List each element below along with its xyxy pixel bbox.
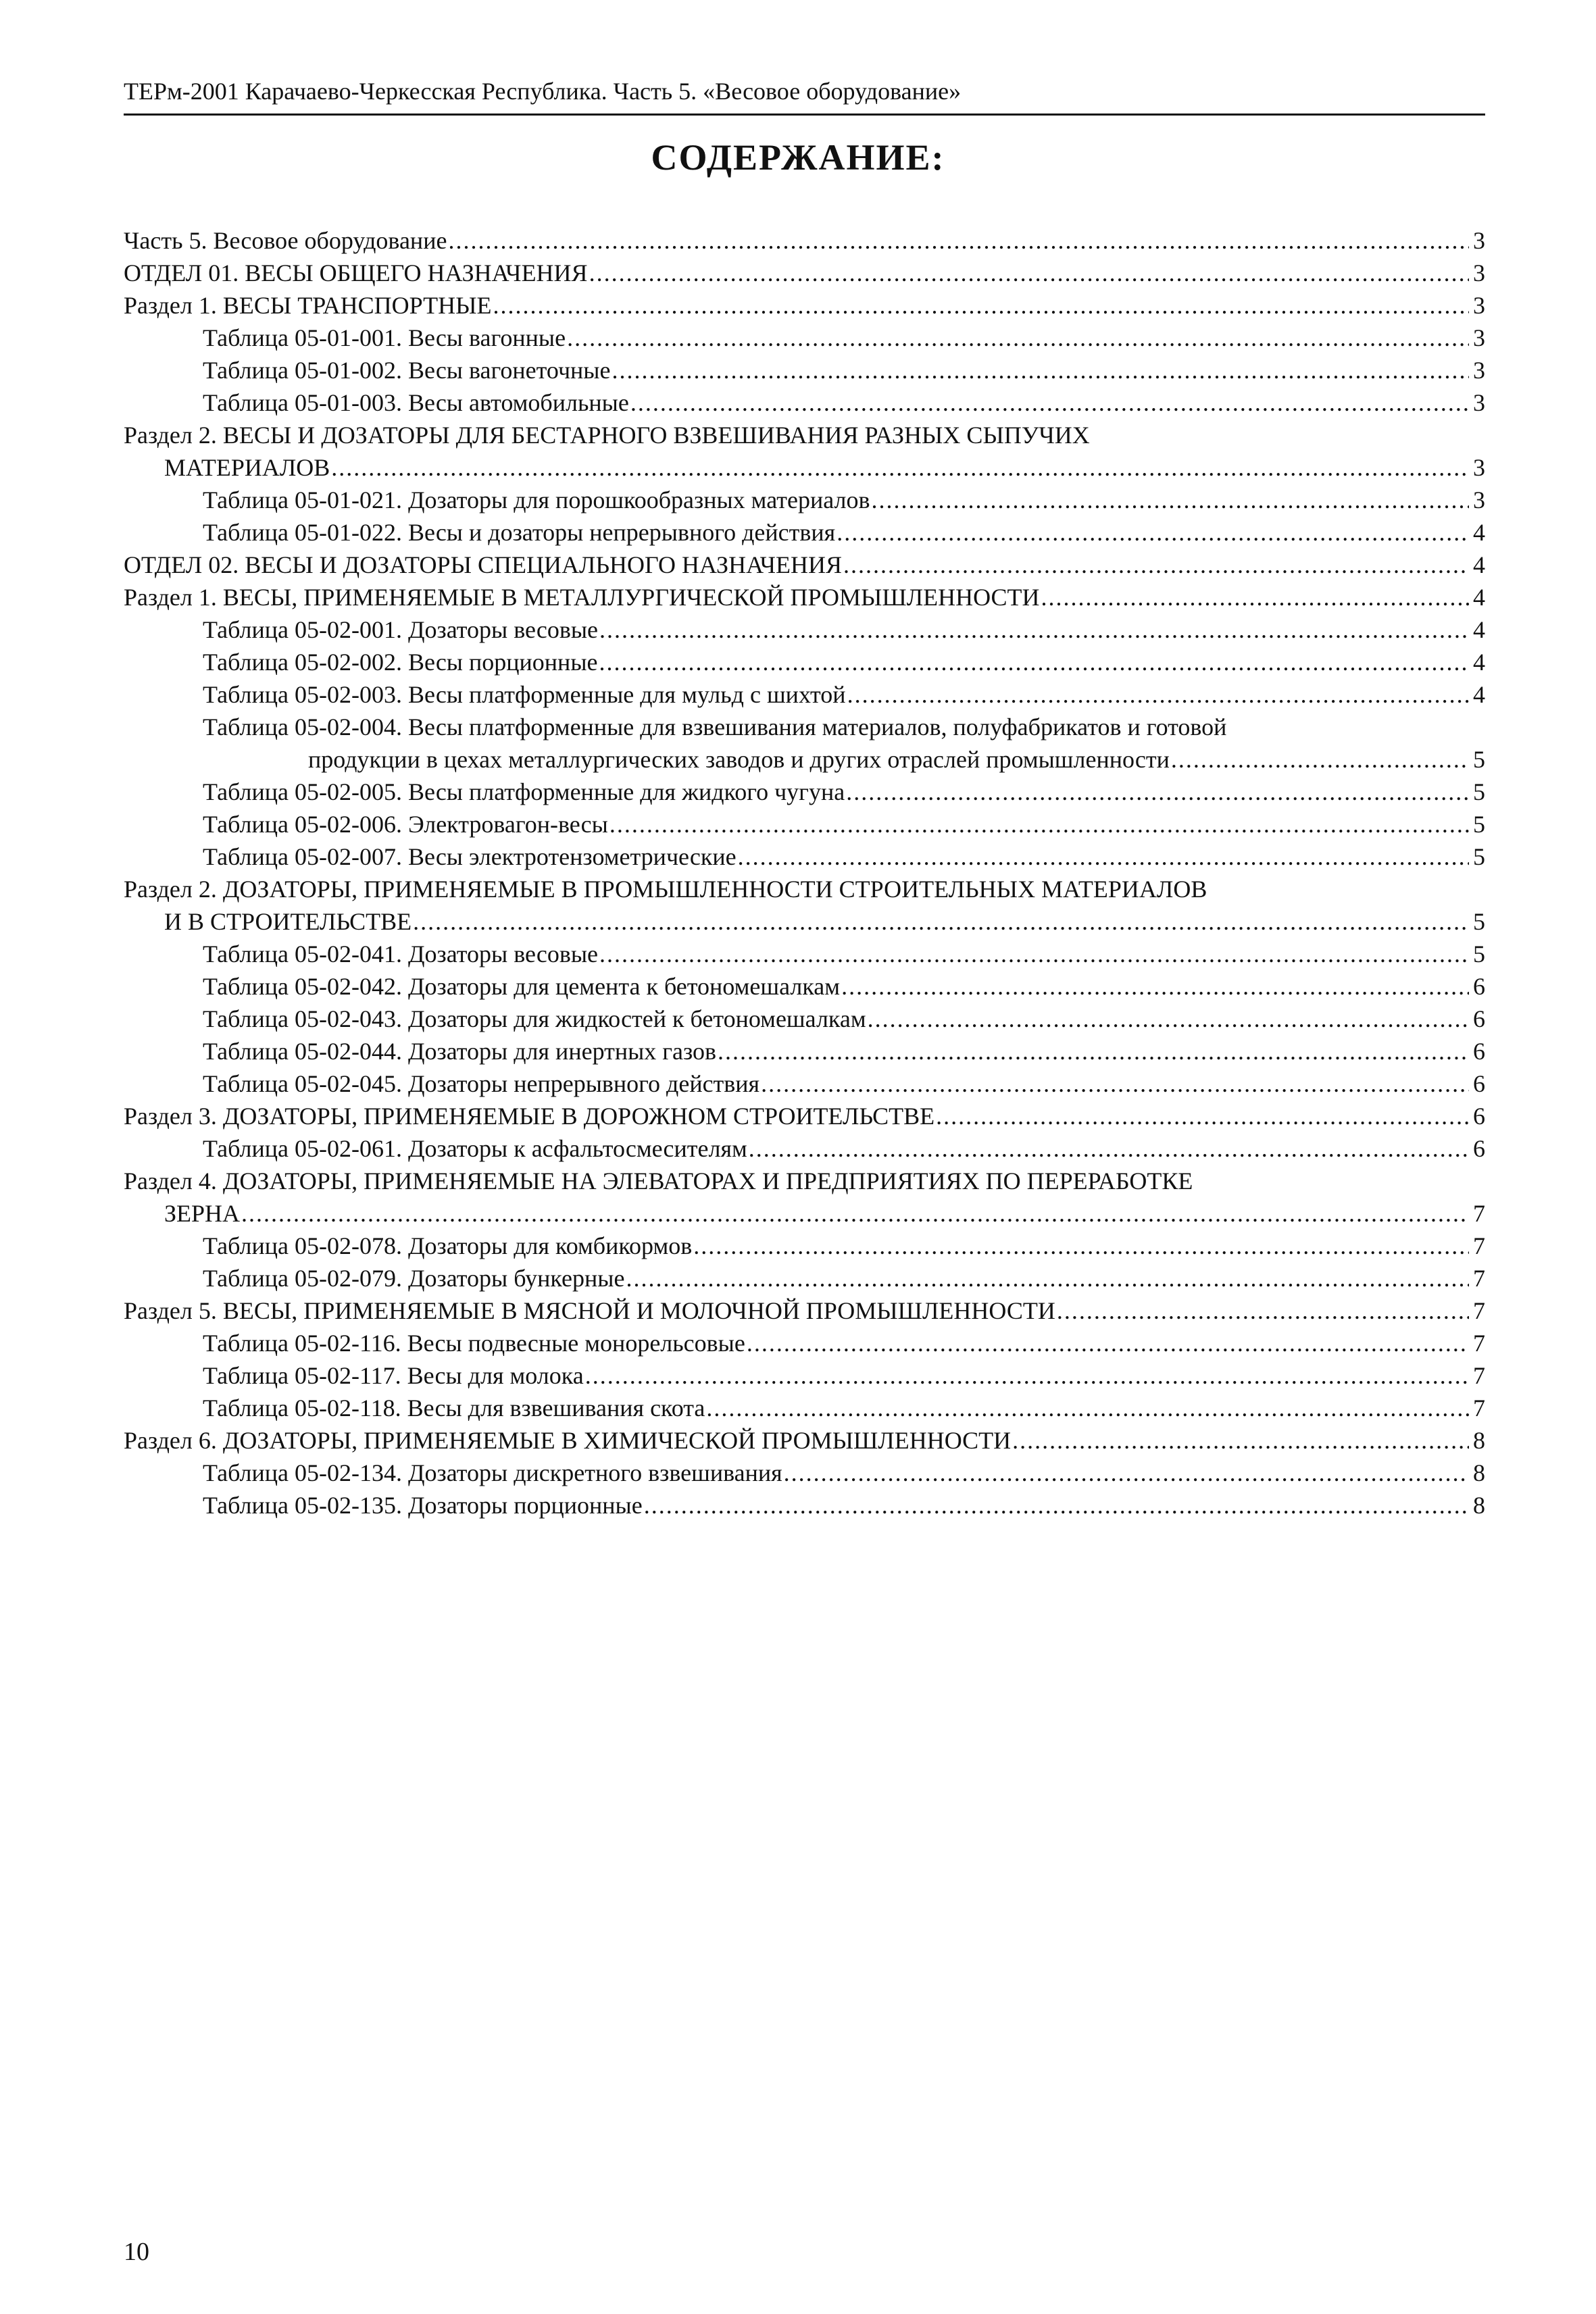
toc-entry-text: Таблица 05-02-001. Дозаторы весовые	[203, 616, 599, 643]
toc-dot-leader	[413, 905, 1469, 938]
toc-section-entry[interactable]	[124, 581, 1485, 613]
toc-entry-text: Таблица 05-02-061. Дозаторы к асфальтосмесителям	[203, 1135, 747, 1162]
toc-page-number: 6	[1473, 1103, 1485, 1130]
toc-entry-text: Таблица 05-01-002. Весы вагонеточные	[203, 357, 611, 384]
toc-entry-line	[203, 1457, 1485, 1489]
toc-dot-leader	[706, 1392, 1469, 1424]
toc-page-number: 7	[1473, 1362, 1485, 1389]
toc-page-number: 7	[1473, 1265, 1485, 1292]
toc-table-entry[interactable]	[124, 1230, 1485, 1262]
toc-page-number: 4	[1473, 519, 1485, 546]
toc-table-entry[interactable]	[124, 1392, 1485, 1424]
toc-entry-text: И В СТРОИТЕЛЬСТВЕ	[164, 908, 412, 935]
toc-entry-text: Раздел 5. ВЕСЫ, ПРИМЕНЯЕМЫЕ В МЯСНОЙ И МОЛОЧНОЙ ПРОМЫШЛЕННОСТИ	[124, 1297, 1055, 1324]
toc-page-number: 5	[1473, 778, 1485, 805]
toc-entry-text: Таблица 05-02-116. Весы подвесные монорельсовые	[203, 1330, 745, 1357]
toc-entry-text: Таблица 05-01-022. Весы и дозаторы непрерывного действия	[203, 519, 836, 546]
toc-dot-leader	[585, 1359, 1469, 1392]
toc-entry-line	[124, 419, 1485, 451]
toc-entry-line	[203, 1262, 1485, 1294]
toc-entry-text: Раздел 2. ДОЗАТОРЫ, ПРИМЕНЯЕМЫЕ В ПРОМЫШЛЕННОСТИ СТРОИТЕЛЬНЫХ МАТЕРИАЛОВ	[124, 876, 1207, 903]
toc-dot-leader	[599, 646, 1470, 678]
toc-entry-line	[203, 646, 1485, 678]
toc-dot-leader	[241, 1197, 1469, 1230]
toc-entry-line	[124, 1165, 1485, 1197]
toc-entry-line	[124, 451, 1485, 484]
toc-table-entry[interactable]	[124, 516, 1485, 549]
toc-entry-text: Часть 5. Весовое оборудование	[124, 227, 447, 254]
toc-dot-leader	[747, 1327, 1469, 1359]
toc-page-number: 8	[1473, 1492, 1485, 1519]
toc-entry-line	[203, 386, 1485, 419]
toc-dot-leader	[847, 678, 1469, 711]
toc-page-number: 7	[1473, 1297, 1485, 1324]
toc-entry-text: ОТДЕЛ 02. ВЕСЫ И ДОЗАТОРЫ СПЕЦИАЛЬНОГО НАЗНАЧЕНИЯ	[124, 551, 843, 578]
toc-table-entry[interactable]	[124, 646, 1485, 678]
toc-page-number: 6	[1473, 973, 1485, 1000]
running-header-text: ТЕРм-2001 Карачаево-Черкесская Республика. Часть 5. «Весовое оборудование»	[124, 78, 962, 105]
toc-entry-text: Таблица 05-02-003. Весы платформенные для мульд с шихтой	[203, 681, 846, 708]
toc-page-number: 5	[1473, 843, 1485, 870]
toc-dot-leader	[761, 1067, 1469, 1100]
toc-dot-leader	[1012, 1424, 1469, 1457]
toc-entry-line	[124, 224, 1485, 257]
toc-table-entry[interactable]	[124, 776, 1485, 808]
toc-entry-text: Раздел 1. ВЕСЫ, ПРИМЕНЯЕМЫЕ В МЕТАЛЛУРГИЧЕСКОЙ ПРОМЫШЛЕННОСТИ	[124, 584, 1040, 611]
toc-table-entry[interactable]	[124, 613, 1485, 646]
toc-page-number: 3	[1473, 259, 1485, 286]
toc-page-number: 3	[1473, 292, 1485, 319]
toc-dot-leader	[693, 1230, 1469, 1262]
toc-entry-line	[203, 1327, 1485, 1359]
toc-dot-leader	[448, 224, 1469, 257]
toc-entry-text: Таблица 05-02-041. Дозаторы весовые	[203, 940, 599, 967]
toc-entry-line	[203, 1035, 1485, 1067]
toc-section-entry[interactable]	[124, 224, 1485, 257]
toc-entry-line	[203, 516, 1485, 549]
toc-dot-leader	[609, 808, 1469, 840]
toc-dot-leader	[749, 1132, 1469, 1165]
toc-entry-line	[203, 1003, 1485, 1035]
toc-page-number: 4	[1473, 616, 1485, 643]
toc-entry-text: Таблица 05-02-134. Дозаторы дискретного взвешивания	[203, 1459, 782, 1486]
toc-dot-leader	[612, 354, 1469, 386]
toc-table-entry[interactable]	[124, 1359, 1485, 1392]
toc-entry-text: Таблица 05-02-006. Электровагон-весы	[203, 811, 608, 838]
toc-entry-text: Таблица 05-02-045. Дозаторы непрерывного действия	[203, 1070, 760, 1097]
toc-entry-line	[203, 776, 1485, 808]
running-header	[124, 74, 1485, 116]
toc-dot-leader	[841, 970, 1469, 1003]
toc-dot-leader	[567, 322, 1469, 354]
toc-section-entry[interactable]	[124, 1294, 1485, 1327]
toc-entry-text: Таблица 05-01-001. Весы вагонные	[203, 324, 566, 351]
toc-page-number: 5	[1473, 811, 1485, 838]
toc-page-number: 8	[1473, 1459, 1485, 1486]
toc-entry-line	[124, 1197, 1485, 1230]
toc-entry-line	[203, 613, 1485, 646]
toc-dot-leader	[843, 549, 1469, 581]
toc-dot-leader	[1057, 1294, 1469, 1327]
toc-table-entry[interactable]	[124, 484, 1485, 516]
toc-page-number: 3	[1473, 324, 1485, 351]
toc-dot-leader	[868, 1003, 1469, 1035]
toc-page-number: 4	[1473, 681, 1485, 708]
toc-section-entry[interactable]	[124, 289, 1485, 322]
toc-entry-text: МАТЕРИАЛОВ	[164, 454, 330, 481]
toc-entry-line	[203, 970, 1485, 1003]
toc-entry-text: Таблица 05-02-044. Дозаторы для инертных газов	[203, 1038, 717, 1065]
toc-entry-line	[124, 873, 1485, 905]
toc-entry-text: Таблица 05-02-043. Дозаторы для жидкостей к бетономешалкам	[203, 1005, 866, 1032]
toc-table-entry[interactable]	[124, 711, 1485, 776]
toc-table-entry[interactable]	[124, 1489, 1485, 1521]
toc-entry-line	[203, 1067, 1485, 1100]
page-number: 10	[124, 2238, 149, 2266]
toc-page-number: 5	[1473, 940, 1485, 967]
toc-page-number: 3	[1473, 486, 1485, 513]
toc-entry-line	[124, 1100, 1485, 1132]
toc-dot-leader	[589, 257, 1469, 289]
toc-page-number: 3	[1473, 227, 1485, 254]
toc-entry-line	[203, 743, 1485, 776]
toc-table-entry[interactable]	[124, 938, 1485, 970]
toc-page-number: 4	[1473, 551, 1485, 578]
toc-entry-line	[203, 322, 1485, 354]
toc-dot-leader	[331, 451, 1469, 484]
toc-section-entry[interactable]	[124, 419, 1485, 484]
toc-entry-text: Таблица 05-02-117. Весы для молока	[203, 1362, 584, 1389]
toc-entry-text: Таблица 05-02-135. Дозаторы порционные	[203, 1492, 643, 1519]
toc-table-entry[interactable]	[124, 354, 1485, 386]
toc-page-number: 8	[1473, 1427, 1485, 1454]
toc-table-entry[interactable]	[124, 678, 1485, 711]
toc-entry-line	[203, 808, 1485, 840]
toc-entry-text: Таблица 05-02-002. Весы порционные	[203, 649, 598, 676]
toc-table-entry[interactable]	[124, 1003, 1485, 1035]
toc-page-number: 3	[1473, 357, 1485, 384]
toc-entry-line	[203, 1230, 1485, 1262]
toc-page-number: 4	[1473, 649, 1485, 676]
toc-page-number: 7	[1473, 1200, 1485, 1227]
toc-section-entry[interactable]	[124, 1424, 1485, 1457]
toc-dot-leader	[644, 1489, 1469, 1521]
toc-entry-text: Раздел 1. ВЕСЫ ТРАНСПОРТНЫЕ	[124, 292, 492, 319]
toc-table-entry[interactable]	[124, 840, 1485, 873]
toc-entry-line	[124, 581, 1485, 613]
toc-dot-leader	[837, 516, 1469, 549]
toc-entry-line	[124, 549, 1485, 581]
toc-entry-line	[124, 289, 1485, 322]
toc-entry-line	[203, 1359, 1485, 1392]
toc-dot-leader	[630, 386, 1469, 419]
toc-entry-text: Таблица 05-02-004. Весы платформенные для взвешивания материалов, полуфабрикатов и готовой	[203, 713, 1227, 740]
toc-page-number: 6	[1473, 1005, 1485, 1032]
toc-section-entry[interactable]	[124, 1100, 1485, 1132]
toc-entry-text: ЗЕРНА	[164, 1200, 241, 1227]
toc-table-entry[interactable]	[124, 322, 1485, 354]
toc-entry-line	[203, 938, 1485, 970]
toc-entry-line	[203, 484, 1485, 516]
toc-entry-text: ОТДЕЛ 01. ВЕСЫ ОБЩЕГО НАЗНАЧЕНИЯ	[124, 259, 588, 286]
toc-dot-leader	[738, 840, 1469, 873]
toc-entry-text: Таблица 05-02-118. Весы для взвешивания скота	[203, 1394, 705, 1422]
toc-dot-leader	[599, 613, 1469, 646]
toc-entry-text: Таблица 05-02-007. Весы электротензометрические	[203, 843, 737, 870]
toc-table-entry[interactable]	[124, 970, 1485, 1003]
toc-entry-text: Таблица 05-02-078. Дозаторы для комбикормов	[203, 1232, 693, 1259]
toc-section-entry[interactable]	[124, 873, 1485, 938]
toc-dot-leader	[718, 1035, 1469, 1067]
toc-entry-line	[124, 1294, 1485, 1327]
toc-page-number: 5	[1473, 746, 1485, 773]
toc-page-number: 7	[1473, 1394, 1485, 1422]
toc-page-number: 3	[1473, 389, 1485, 416]
toc-section-entry[interactable]	[124, 549, 1485, 581]
toc-page-number: 3	[1473, 454, 1485, 481]
toc-dot-leader	[626, 1262, 1469, 1294]
toc-entry-line	[203, 1132, 1485, 1165]
toc-entry-text: Таблица 05-01-003. Весы автомобильные	[203, 389, 629, 416]
toc-entry-text: Раздел 3. ДОЗАТОРЫ, ПРИМЕНЯЕМЫЕ В ДОРОЖНОМ СТРОИТЕЛЬСТВЕ	[124, 1103, 935, 1130]
toc-dot-leader	[493, 289, 1469, 322]
toc-table-entry[interactable]	[124, 1035, 1485, 1067]
toc-dot-leader	[1171, 743, 1469, 776]
toc-entry-line	[203, 1392, 1485, 1424]
toc-page-number: 6	[1473, 1038, 1485, 1065]
toc-dot-leader	[846, 776, 1469, 808]
toc-entry-line	[124, 1424, 1485, 1457]
toc-entry-text: продукции в цехах металлургических заводов и других отраслей промышленности	[308, 746, 1170, 773]
toc-entry-text: Таблица 05-02-079. Дозаторы бункерные	[203, 1265, 625, 1292]
toc-section-entry[interactable]	[124, 257, 1485, 289]
toc-table-entry[interactable]	[124, 386, 1485, 419]
toc-dot-leader	[872, 484, 1470, 516]
toc-entry-line	[203, 840, 1485, 873]
toc-table-entry[interactable]	[124, 1262, 1485, 1294]
toc-page-number: 6	[1473, 1135, 1485, 1162]
toc-dot-leader	[1041, 581, 1469, 613]
toc-table-entry[interactable]	[124, 1457, 1485, 1489]
toc-dot-leader	[599, 938, 1469, 970]
toc-entry-line	[203, 354, 1485, 386]
toc-entry-text: Таблица 05-01-021. Дозаторы для порошкообразных материалов	[203, 486, 870, 513]
toc-entry-line	[203, 711, 1485, 743]
toc-section-entry[interactable]	[124, 1165, 1485, 1230]
toc-entry-text: Раздел 6. ДОЗАТОРЫ, ПРИМЕНЯЕМЫЕ В ХИМИЧЕСКОЙ ПРОМЫШЛЕННОСТИ	[124, 1427, 1012, 1454]
toc-table-entry[interactable]	[124, 1132, 1485, 1165]
toc-dot-leader	[784, 1457, 1469, 1489]
toc-entry-text: Раздел 2. ВЕСЫ И ДОЗАТОРЫ ДЛЯ БЕСТАРНОГО ВЗВЕШИВАНИЯ РАЗНЫХ СЫПУЧИХ	[124, 422, 1090, 449]
toc-title: СОДЕРЖАНИЕ:	[651, 137, 945, 178]
toc-entry-text: Таблица 05-02-005. Весы платформенные для жидкого чугуна	[203, 778, 845, 805]
toc-page-number: 5	[1473, 908, 1485, 935]
toc-page-number: 6	[1473, 1070, 1485, 1097]
table-of-contents	[124, 224, 1485, 1521]
toc-entry-line	[124, 905, 1485, 938]
toc-entry-line	[203, 1489, 1485, 1521]
toc-table-entry[interactable]	[124, 808, 1485, 840]
toc-dot-leader	[936, 1100, 1469, 1132]
toc-page-number: 4	[1473, 584, 1485, 611]
toc-entry-text: Таблица 05-02-042. Дозаторы для цемента к бетономешалкам	[203, 973, 841, 1000]
toc-page-number: 7	[1473, 1330, 1485, 1357]
toc-entry-line	[203, 678, 1485, 711]
toc-table-entry[interactable]	[124, 1067, 1485, 1100]
toc-entry-line	[124, 257, 1485, 289]
toc-table-entry[interactable]	[124, 1327, 1485, 1359]
toc-page-number: 7	[1473, 1232, 1485, 1259]
toc-entry-text: Раздел 4. ДОЗАТОРЫ, ПРИМЕНЯЕМЫЕ НА ЭЛЕВАТОРАХ И ПРЕДПРИЯТИЯХ ПО ПЕРЕРАБОТКЕ	[124, 1167, 1193, 1194]
